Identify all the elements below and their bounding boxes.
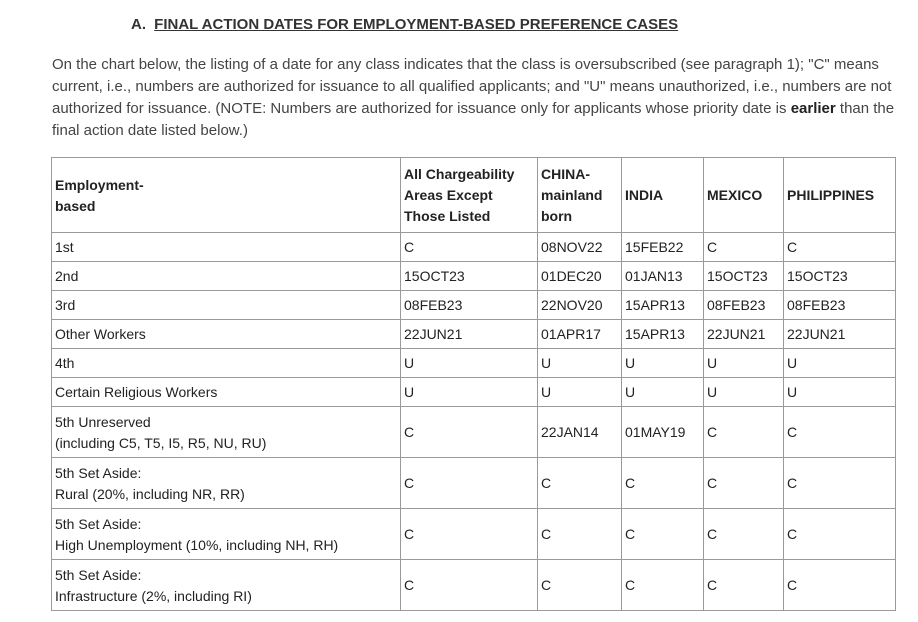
- date-cell: U: [704, 378, 784, 407]
- date-cell: 15OCT23: [401, 262, 538, 291]
- date-cell: C: [622, 560, 704, 611]
- date-cell: 08FEB23: [401, 291, 538, 320]
- header-mexico: MEXICO: [704, 158, 784, 233]
- final-action-dates-table: [51, 157, 896, 611]
- intro-text-part1: On the chart below, the listing of a date for any class indicates that the class is oversubscribed (see paragraph 1); "C" means current, i.e., numbers are authorized for issuance to all qualified applicants; and "U" means unauthorized, i.e., numbers are not authorized for issuance. (NOTE: Numbers are authorized for issuance only for applicants whose priority date is: [52, 56, 892, 117]
- date-cell: 01MAY19: [622, 407, 704, 458]
- table-row: [52, 560, 896, 611]
- date-cell: 15FEB22: [622, 233, 704, 262]
- date-cell: C: [622, 458, 704, 509]
- table-row: [52, 407, 896, 458]
- date-cell: U: [784, 349, 896, 378]
- date-cell: C: [704, 233, 784, 262]
- row-category: 3rd: [52, 291, 401, 320]
- table-row: [52, 458, 896, 509]
- table-header-row: [52, 158, 896, 233]
- date-cell: U: [704, 349, 784, 378]
- date-cell: 22NOV20: [538, 291, 622, 320]
- date-cell: 01DEC20: [538, 262, 622, 291]
- date-cell: 01JAN13: [622, 262, 704, 291]
- date-cell: C: [704, 407, 784, 458]
- date-cell: C: [784, 233, 896, 262]
- header-china: CHINA- mainland born: [538, 158, 622, 233]
- date-cell: C: [622, 509, 704, 560]
- intro-paragraph: [52, 54, 897, 142]
- section-title: FINAL ACTION DATES FOR EMPLOYMENT-BASED PREFERENCE CASES: [154, 16, 679, 33]
- date-cell: 22JAN14: [538, 407, 622, 458]
- date-cell: C: [538, 560, 622, 611]
- table-row: [52, 291, 896, 320]
- section-letter: A.: [131, 16, 146, 33]
- date-cell: U: [401, 378, 538, 407]
- date-cell: C: [784, 560, 896, 611]
- row-category: 5th Unreserved (including C5, T5, I5, R5, NU, RU): [52, 407, 401, 458]
- table-row: [52, 509, 896, 560]
- header-employment-based: Employment- based: [52, 158, 401, 233]
- date-cell: C: [401, 560, 538, 611]
- date-cell: U: [538, 349, 622, 378]
- date-cell: 08FEB23: [784, 291, 896, 320]
- table-row: [52, 320, 896, 349]
- date-cell: C: [401, 407, 538, 458]
- date-cell: 01APR17: [538, 320, 622, 349]
- table-row: [52, 262, 896, 291]
- intro-emphasis: earlier: [790, 100, 836, 117]
- date-cell: C: [704, 509, 784, 560]
- date-cell: C: [784, 458, 896, 509]
- row-category: 2nd: [52, 262, 401, 291]
- table-body: [52, 233, 896, 611]
- table-row: [52, 349, 896, 378]
- date-cell: 15APR13: [622, 291, 704, 320]
- header-india: INDIA: [622, 158, 704, 233]
- row-category: 5th Set Aside: Rural (20%, including NR, RR): [52, 458, 401, 509]
- row-category: 5th Set Aside: Infrastructure (2%, including RI): [52, 560, 401, 611]
- date-cell: C: [538, 509, 622, 560]
- date-cell: U: [538, 378, 622, 407]
- date-cell: C: [784, 407, 896, 458]
- date-cell: C: [401, 509, 538, 560]
- date-cell: U: [401, 349, 538, 378]
- date-cell: 15APR13: [622, 320, 704, 349]
- intro-text-part2: than the final action date listed below.): [52, 100, 895, 139]
- date-cell: C: [784, 509, 896, 560]
- date-cell: U: [622, 378, 704, 407]
- date-cell: 08FEB23: [704, 291, 784, 320]
- date-cell: U: [622, 349, 704, 378]
- row-category: 1st: [52, 233, 401, 262]
- date-cell: 22JUN21: [784, 320, 896, 349]
- date-cell: 08NOV22: [538, 233, 622, 262]
- date-cell: C: [401, 233, 538, 262]
- date-cell: 22JUN21: [401, 320, 538, 349]
- header-all-chargeability: All Chargeability Areas Except Those Listed: [401, 158, 538, 233]
- table-row: [52, 378, 896, 407]
- row-category: 4th: [52, 349, 401, 378]
- date-cell: C: [401, 458, 538, 509]
- table-row: [52, 233, 896, 262]
- date-cell: 15OCT23: [784, 262, 896, 291]
- header-philippines: PHILIPPINES: [784, 158, 896, 233]
- row-category: 5th Set Aside: High Unemployment (10%, including NH, RH): [52, 509, 401, 560]
- row-category: Certain Religious Workers: [52, 378, 401, 407]
- date-cell: C: [704, 560, 784, 611]
- section-heading: [131, 16, 678, 33]
- date-cell: 15OCT23: [704, 262, 784, 291]
- date-cell: C: [704, 458, 784, 509]
- date-cell: 22JUN21: [704, 320, 784, 349]
- date-cell: U: [784, 378, 896, 407]
- date-cell: C: [538, 458, 622, 509]
- row-category: Other Workers: [52, 320, 401, 349]
